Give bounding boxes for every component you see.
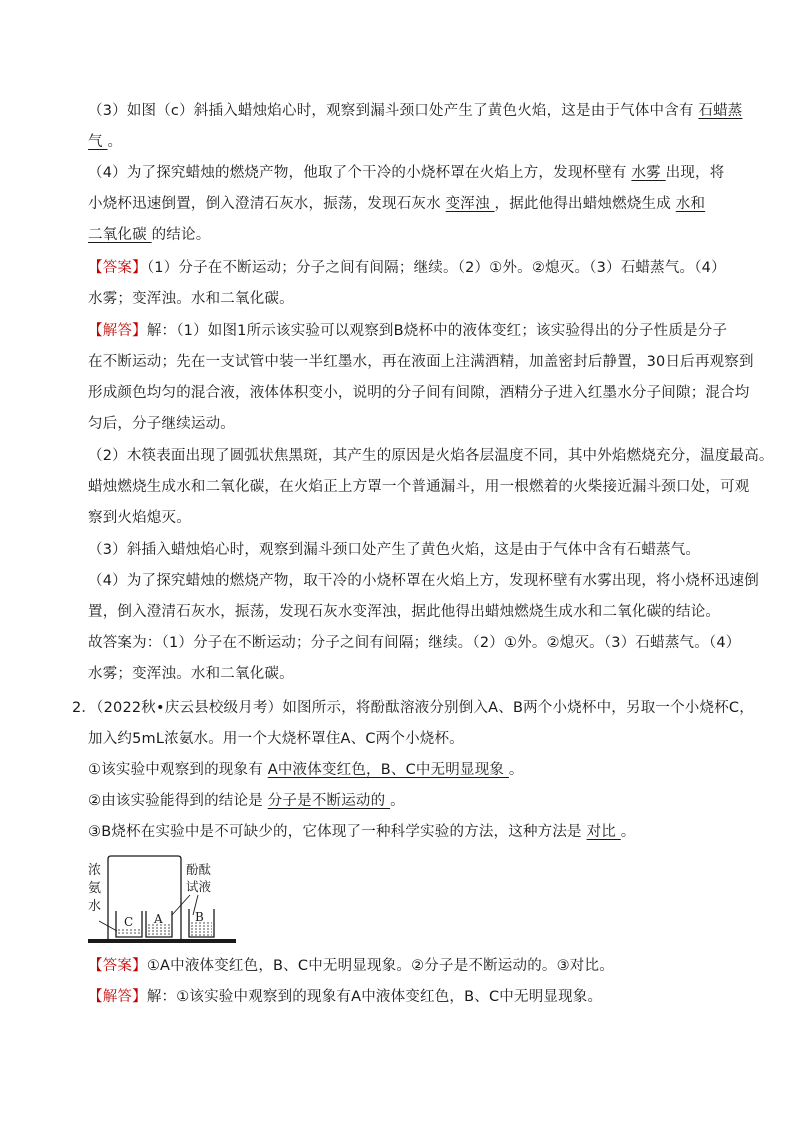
beaker-a-label: A bbox=[154, 912, 163, 926]
q1-part4-answer-products-cont: 二氧化碳 bbox=[88, 227, 152, 243]
q2-solution-text: 解：①该实验中观察到的现象有A中液体变红色，B、C中无明显现象。 bbox=[146, 989, 603, 1005]
q2-number: 2． bbox=[72, 700, 97, 716]
q2-sub1-text: ①该实验中观察到的现象有 bbox=[88, 762, 268, 778]
q1-part4-answer-turbid: 变浑浊 bbox=[445, 196, 495, 212]
q1-answer-text-1: （1）分子在不断运动；分子之间有间隔；继续。（2）①外。②熄灭。（3）石蜡蒸气。（4） bbox=[146, 260, 726, 276]
q2-sub2-text: ②由该实验能得到的结论是 bbox=[88, 793, 268, 809]
q1-solution-p3: （3）斜插入蜡烛焰心时，观察到漏斗颈口处产生了黄色火焰，这是由于气体中含有石蜡蒸气。 bbox=[88, 542, 701, 558]
q1-part3 bbox=[88, 96, 743, 158]
q1-solution-text-1: 解：（1）如图1所示该实验可以观察到B烧杯中的液体变红；该实验得出的分子性质是分子 bbox=[146, 323, 728, 339]
answer-label: 【答案】 bbox=[88, 260, 147, 276]
q1-solution-p4-1: （4）为了探究蜡烛的燃烧产物，取干冷的小烧杯罩在火焰上方，发现杯壁有水雾出现，将小烧杯迅速倒 bbox=[88, 573, 759, 589]
q2-stem-cont bbox=[88, 724, 635, 848]
q1-part4-text-3: 的结论。 bbox=[151, 227, 211, 243]
q2-sub1-answer: A中液体变红色，B、C中无明显现象 bbox=[267, 762, 509, 778]
q2-answer-label: 【答案】 bbox=[88, 958, 147, 974]
base-plate bbox=[88, 939, 236, 943]
q1-final-1: 故答案为：（1）分子在不断运动；分子之间有间隔；继续。（2）①外。②熄灭。（3）石蜡蒸气。（4） bbox=[88, 635, 741, 651]
beaker-c-liquid bbox=[118, 930, 140, 933]
q2-sub2-answer: 分子是不断运动的 bbox=[267, 793, 391, 809]
q1-part4-answer-mist: 水雾 bbox=[631, 165, 666, 181]
q1-solution bbox=[88, 316, 754, 440]
label-ammonia-3: 水 bbox=[88, 899, 102, 914]
q2-stem-1: （2022秋•庆云县校级月考）如图所示，将酚酞溶液分别倒入A、B两个小烧杯中，另取一个小烧杯C， bbox=[96, 700, 754, 716]
q1-solution-text-3: 形成颜色均匀的混合液，液体体积变小，说明的分子间有间隙，酒精分子进入红墨水分子间隙；混合均 bbox=[88, 385, 750, 401]
q1-solution-text-2: 在不断运动；先在一支试管中装一半红墨水，再在液面上注满酒精，加盖密封后静置，30日后再观察到 bbox=[88, 354, 754, 370]
large-beaker bbox=[108, 856, 181, 939]
q1-solution-text-4: 匀后，分子继续运动。 bbox=[88, 416, 235, 432]
q1-solution-p2-2: 蜡烛燃烧生成水和二氧化碳，在火焰正上方罩一个普通漏斗，用一根燃着的火柴接近漏斗颈口处，可观 bbox=[88, 479, 750, 495]
beaker-b-label: B bbox=[195, 910, 204, 924]
q1-solution-part3 bbox=[88, 535, 700, 566]
q2-answer-text: ①A中液体变红色，B、C中无明显现象。②分子是不断运动的。③对比。 bbox=[146, 958, 614, 974]
q1-part4-answer-products: 水和 bbox=[675, 196, 706, 212]
q1-part4 bbox=[88, 158, 724, 251]
beaker-experiment-figure bbox=[86, 855, 238, 951]
beaker-b-liquid bbox=[191, 923, 212, 935]
q1-solution-part4 bbox=[88, 566, 759, 628]
q1-part3-end: 。 bbox=[107, 134, 123, 150]
q1-part4-text-1: （4）为了探究蜡烛的燃烧产物，他取了个干冷的小烧杯罩在火焰上方，发现杯壁有 bbox=[88, 165, 632, 181]
q1-solution-p2-1: （2）木筷表面出现了圆弧状焦黑斑，其产生的原因是火焰各层温度不同，其中外焰燃烧充分，温度最高。 bbox=[88, 448, 774, 464]
q2-stem-2: 加入约5mL浓氨水。用一个大烧杯罩住A、C两个小烧杯。 bbox=[88, 731, 464, 747]
q2-stem bbox=[72, 693, 754, 724]
beaker-a-liquid bbox=[148, 925, 170, 934]
label-phenol-2: 试液 bbox=[186, 879, 212, 894]
q1-final-2: 水雾；变浑浊。水和二氧化碳。 bbox=[88, 666, 294, 682]
q2-sub1-end: 。 bbox=[508, 762, 524, 778]
q1-solution-part2 bbox=[88, 441, 774, 534]
q1-part3-answer-blank-cont: 气 bbox=[88, 134, 108, 150]
q1-solution-p2-3: 察到火焰熄灭。 bbox=[88, 510, 191, 526]
q1-final-answer bbox=[88, 628, 741, 690]
solution-label: 【解答】 bbox=[88, 323, 147, 339]
label-ammonia-1: 浓 bbox=[88, 863, 102, 878]
q1-part3-text: （3）如图（c）斜插入蜡烛焰心时，观察到漏斗颈口处产生了黄色火焰，这是由于气体中含有 bbox=[88, 103, 699, 119]
q2-sub3-answer: 对比 bbox=[586, 824, 621, 840]
q1-answer-text-2: 水雾；变浑浊。水和二氧化碳。 bbox=[88, 291, 294, 307]
label-ammonia-2: 氨 bbox=[88, 881, 102, 896]
beaker-c-label: C bbox=[124, 915, 134, 929]
q1-part4-text-2b: ，据此他得出蜡烛燃烧生成 bbox=[494, 196, 676, 212]
q1-part3-answer-blank: 石蜡蒸 bbox=[698, 103, 743, 119]
q2-sub3-end: 。 bbox=[620, 824, 636, 840]
q1-answer bbox=[88, 253, 726, 315]
q2-sub3-text: ③B烧杯在实验中是不可缺少的，它体现了一种科学实验的方法，这种方法是 bbox=[88, 824, 587, 840]
q2-answer bbox=[88, 951, 614, 1013]
label-phenol-1: 酚酞 bbox=[186, 862, 212, 877]
q1-solution-p4-2: 置，倒入澄清石灰水，振荡，发现石灰水变浑浊，据此他得出蜡烛燃烧生成水和二氧化碳的结论。 bbox=[88, 604, 721, 620]
q1-part4-text-1b: 出现，将 bbox=[665, 165, 725, 181]
q2-solution-label: 【解答】 bbox=[88, 989, 147, 1005]
q2-sub2-end: 。 bbox=[390, 793, 405, 809]
q1-part4-text-2: 小烧杯迅速倒置，倒入澄清石灰水，振荡，发现石灰水 bbox=[88, 196, 446, 212]
